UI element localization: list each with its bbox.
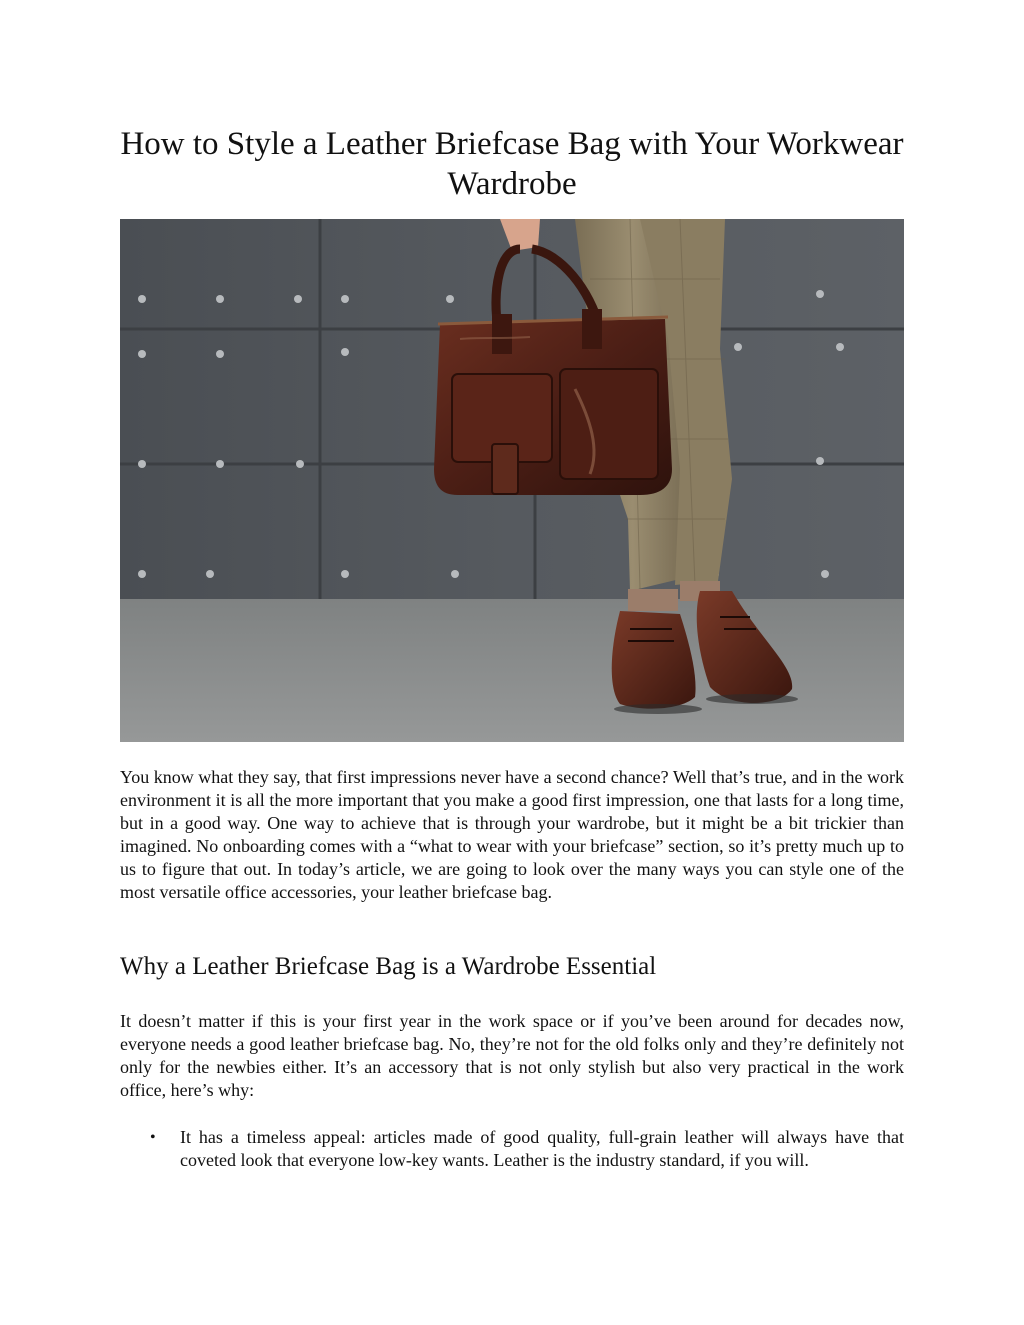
article-title: How to Style a Leather Briefcase Bag with Your Workwear Wardrobe [120, 126, 904, 202]
section-body: It doesn’t matter if this is your first year in the work space or if you’ve been around for decades now, everyone needs a good leather briefcase bag. No, they’re not for the old folks only and they’re definitely not only for the newbies either. It’s an accessory that is not only stylish but also very practical in the work office, here’s why: [120, 1011, 904, 1100]
intro-paragraph: You know what they say, that first impressions never have a second chance? Well that’s true, and in the work environment it is all the more important that you make a good first impression, one that lasts for a long time, but in a good way. One way to achieve that is through your wardrobe, but it might be a bit trickier than imagined. No onboarding comes with a “what to wear with your briefcase” section, so it’s pretty much up to us to figure that out. In today’s article, we are going to look over the many ways you can style one of the most versatile office accessories, your leather briefcase bag. [120, 767, 904, 902]
list-item-text: It has a timeless appeal: articles made of good quality, full-grain leather will always have that coveted look that everyone low-key wants. Leather is the industry standard, if you will. [180, 1127, 904, 1170]
section-heading: Why a Leather Briefcase Bag is a Wardrobe Essential [120, 953, 657, 980]
bullet-list [120, 1126, 904, 1172]
briefcase-photo-illustration [120, 219, 904, 742]
bullet-marker: • [150, 1129, 156, 1146]
hero-photo [120, 219, 904, 742]
list-item [120, 1126, 904, 1172]
